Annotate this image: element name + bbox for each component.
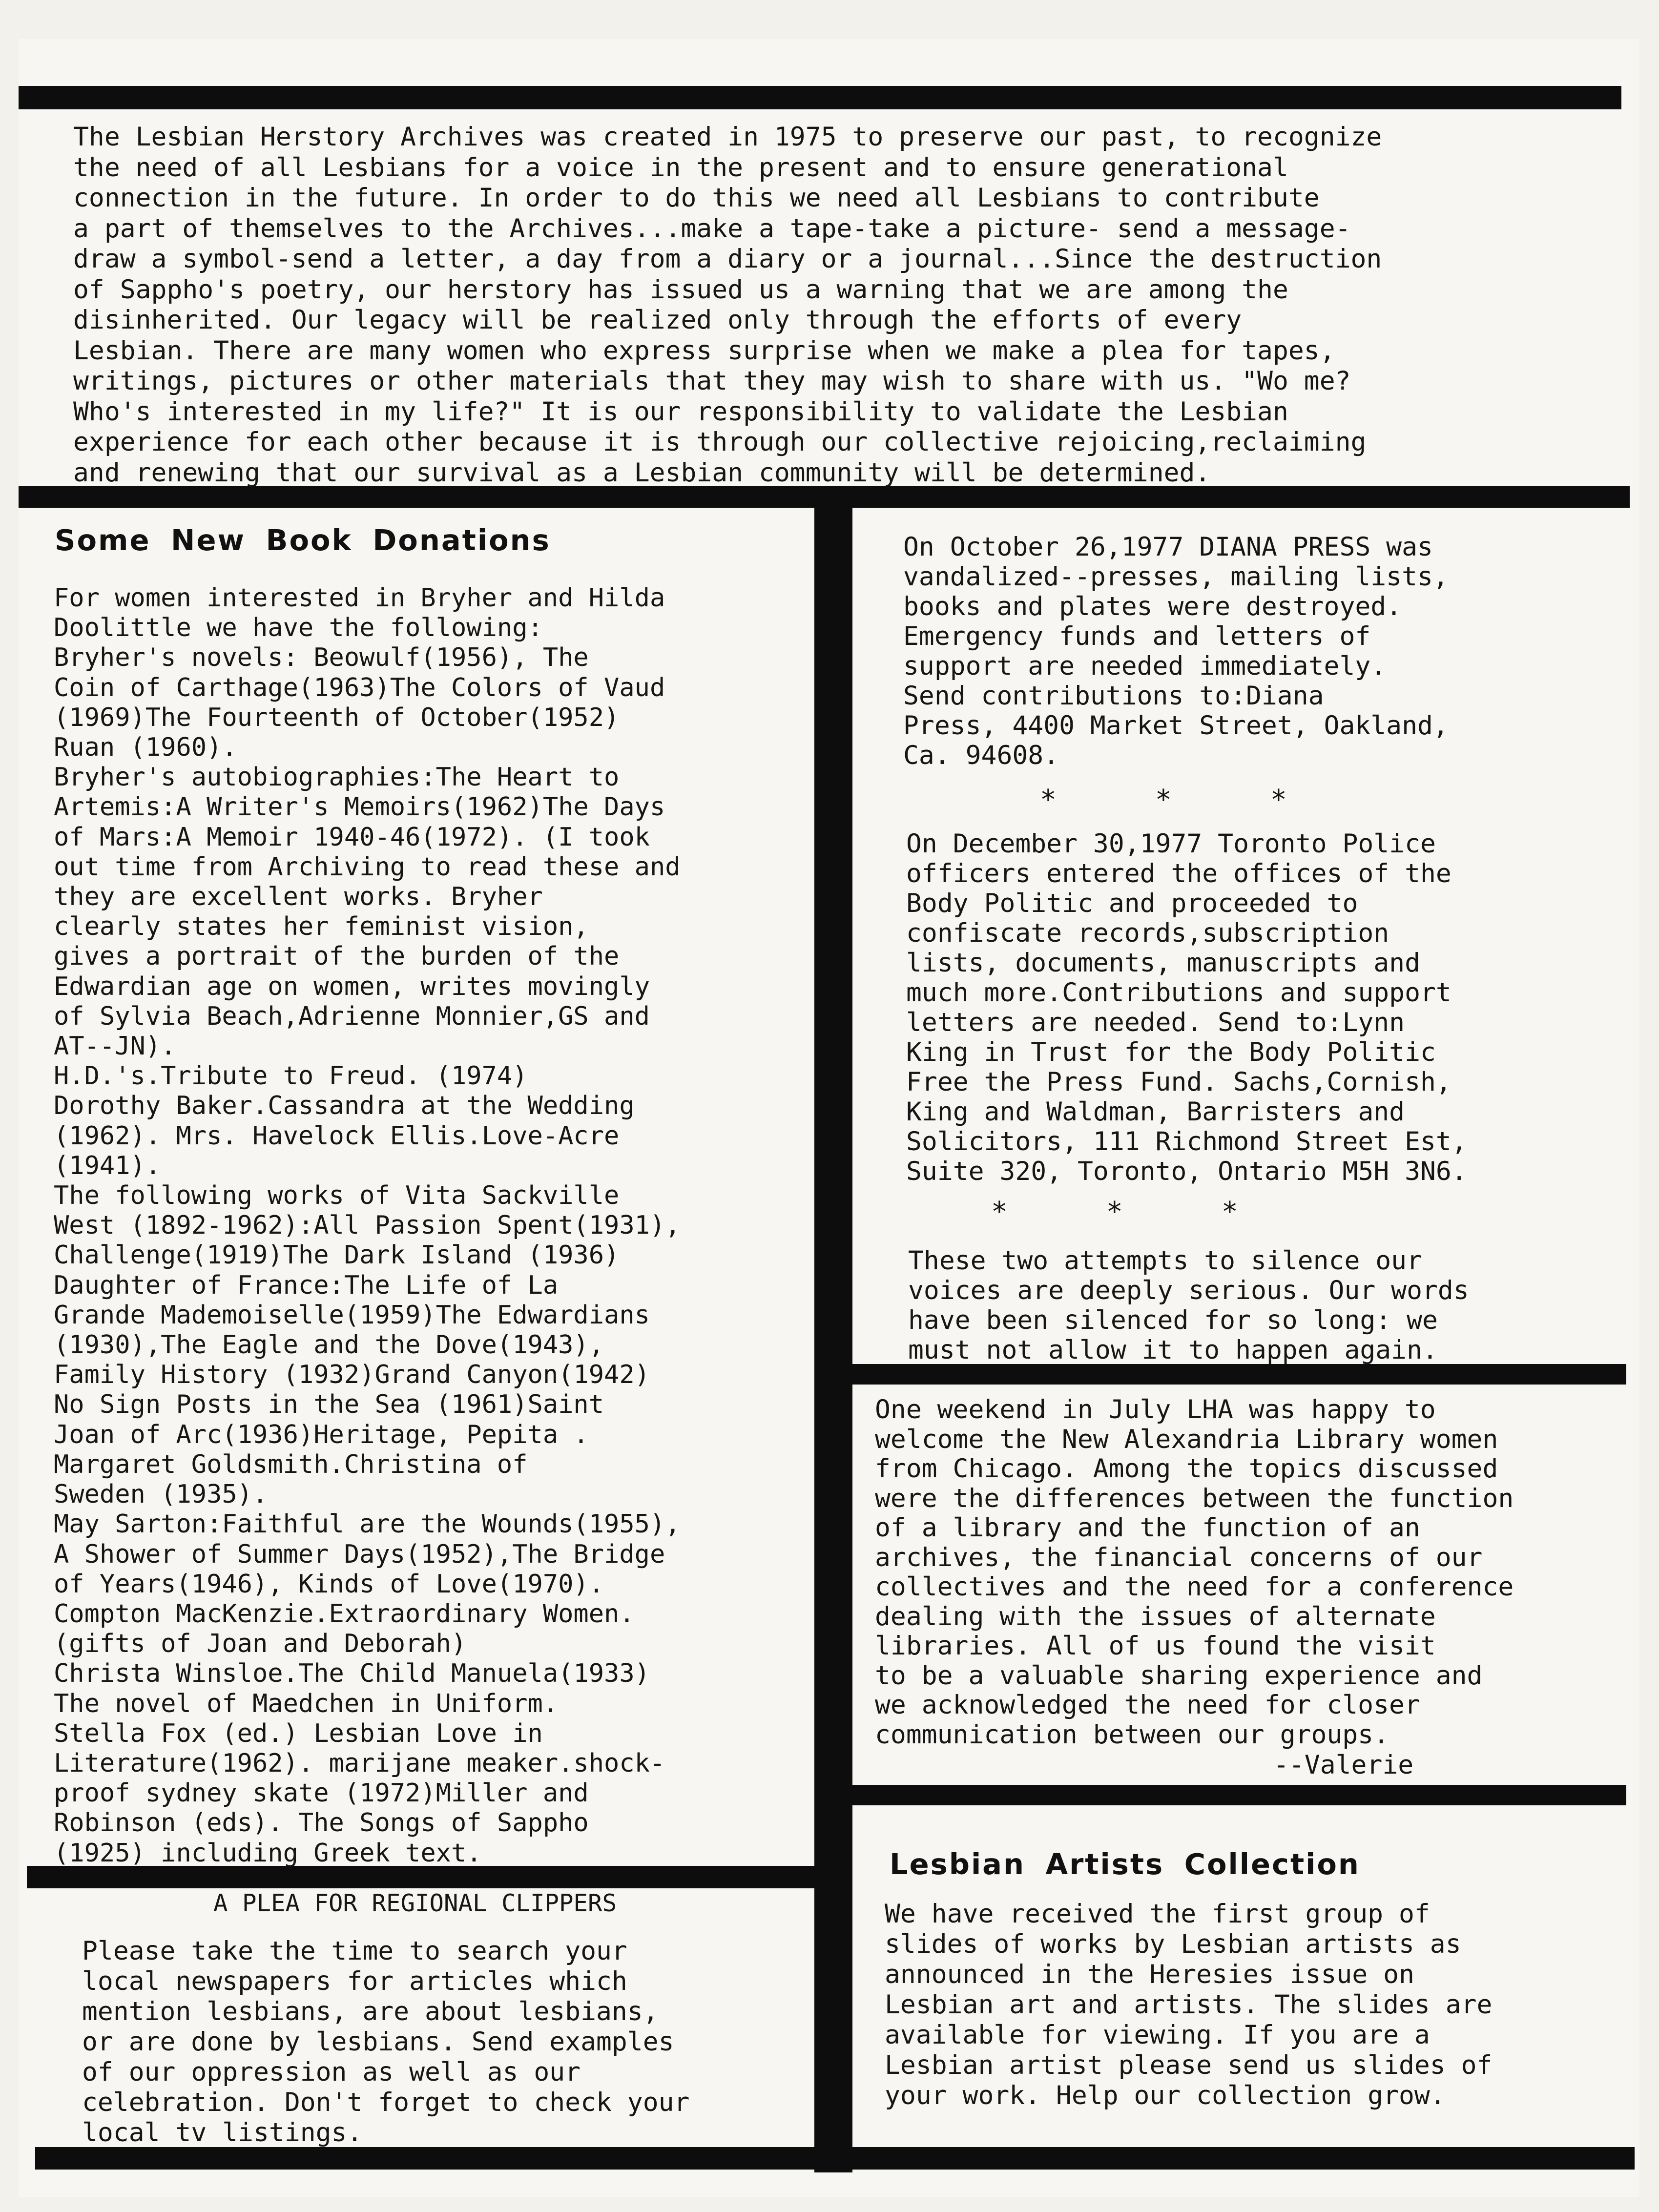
left-rule-before-clippers: [27, 1866, 814, 1888]
book-donations-list: For women interested in Bryher and Hilda Doolittle we have the following: Bryher's novels: Beowulf(1956), The Coin of Carthage(1963)The Colors of Vaud (1969)The Fourteenth of October(1952) Ruan (1960). Bryher's autobiographies:The Heart to Artemis:A Writer's Memoirs(1962)The Days of Mars:A Memoir 1940-46(1972). (I took out time from Archiving to read these and they are excellent works. Bryher clearly states her feminist vision, gives a portrait of the burden of the Edwardian age on women, writes movingly of Sylvia Beach,Adrienne Monnier,GS and AT--JN). H.D.'s.Tribute to Freud. (1974) Dorothy Baker.Cassandra at the Wedding (1962). Mrs. Havelock Ellis.Love-Acre (1941). The following works of Vita Sackville West (1892-1962):All Passion Spent(1931), Challenge(1919)The Dark Island (1936) Daughter of France:The Life of La Grande Mademoiselle(1959)The Edwardians (1930),The Eagle and the Dove(1943), Family History (1932)Grand Canyon(1942) No Sign Posts in the Sea (1961)Saint Joan of Arc(1936)Heritage, Pepita . Margaret Goldsmith.Christina of Sweden (1935). May Sarton:Faithful are the Wounds(1955), A Shower of Summer Days(1952),The Bridge of Years(1946), Kinds of Love(1970). Compton MacKenzie.Extraordinary Women. (gifts of Joan and Deborah) Christa Winsloe.The Child Manuela(1933) The novel of Maedchen in Uniform. Stella Fox (ed.) Lesbian Love in Literature(1962). marijane meaker.shock- proof sydney skate (1972)Miller and Robinson (eds). The Songs of Sappho (1925) including Greek text.: [54, 583, 681, 1868]
regional-clippers-text: Please take the time to search your local newspapers for articles which mention lesbians, are about lesbians, or are done by lesbians. Send examples of our oppression as well as our celebration. Don't forget to check your local tv listings.: [82, 1936, 690, 2148]
center-column-divider: [814, 498, 852, 2172]
silence-statement: These two attempts to silence our voices are deeply serious. Our words have been silenced for so long: we must not allow it to happen again.: [908, 1246, 1469, 1365]
book-donations-heading: Some New Book Donations: [55, 523, 551, 557]
lesbian-artists-heading: Lesbian Artists Collection: [890, 1847, 1360, 1881]
new-alexandria-visit: One weekend in July LHA was happy to welcome the New Alexandria Library women from Chicago. Among the topics discussed were the differences between the function of a library and the function of an archives, the financial concerns of our collectives and the need for a conference dealing with the issues of alternate libraries. All of us found the visit to be a valuable sharing experience and we acknowledged the need for closer communication between our groups.: [875, 1395, 1514, 1750]
regional-clippers-heading: A PLEA FOR REGIONAL CLIPPERS: [213, 1889, 617, 1917]
right-rule-after-silence: [852, 1364, 1626, 1385]
right-rule-after-alexandria: [852, 1785, 1626, 1805]
separator-asterisks-2: * * *: [991, 1196, 1238, 1228]
diana-press-notice: On October 26,1977 DIANA PRESS was vandalized--presses, mailing lists, books and plates were destroyed. Emergency funds and letters of support are needed immediately. Send contributions to:Diana Press, 4400 Market Street, Oakland, Ca. 94608.: [903, 532, 1449, 770]
body-politic-notice: On December 30,1977 Toronto Police officers entered the offices of the Body Politic and proceeded to confiscate records,subscription lists, documents, manuscripts and much more.Contributions and support letters are needed. Send to:Lynn King in Trust for the Body Politic Free the Press Fund. Sachs,Cornish, King and Waldman, Barristers and Solicitors, 111 Richmond Street Est, Suite 320, Toronto, Ontario M5H 3N6.: [906, 829, 1467, 1186]
separator-asterisks-1: * * *: [1040, 784, 1287, 816]
bottom-rule: [35, 2147, 1635, 2170]
alexandria-signature: --Valerie: [1273, 1750, 1414, 1780]
intro-paragraph: The Lesbian Herstory Archives was created in 1975 to preserve our past, to recognize the need of all Lesbians for a voice in the present and to ensure generational connection in the future. In order to do this we need all Lesbians to contribute a part of themselves to the Archives...make a tape-take a picture- send a message- draw a symbol-send a letter, a day from a diary or a journal...Since the destruction of Sappho's poetry, our herstory has issued us a warning that we are among the disinherited. Our legacy will be realized only through the efforts of every Lesbian. There are many women who express surprise when we make a plea for tapes, writings, pictures or other materials that they may wish to share with us. "Wo me? Who's interested in my life?" It is our responsibility to validate the Lesbian experience for each other because it is through our collective rejoicing,reclaiming and renewing that our survival as a Lesbian community will be determined.: [73, 122, 1382, 488]
top-rule: [19, 86, 1621, 109]
lesbian-artists-text: We have received the first group of slides of works by Lesbian artists as announced in the Heresies issue on Lesbian art and artists. The slides are available for viewing. If you are a Lesbian artist please send us slides of your work. Help our collection grow.: [885, 1899, 1493, 2110]
